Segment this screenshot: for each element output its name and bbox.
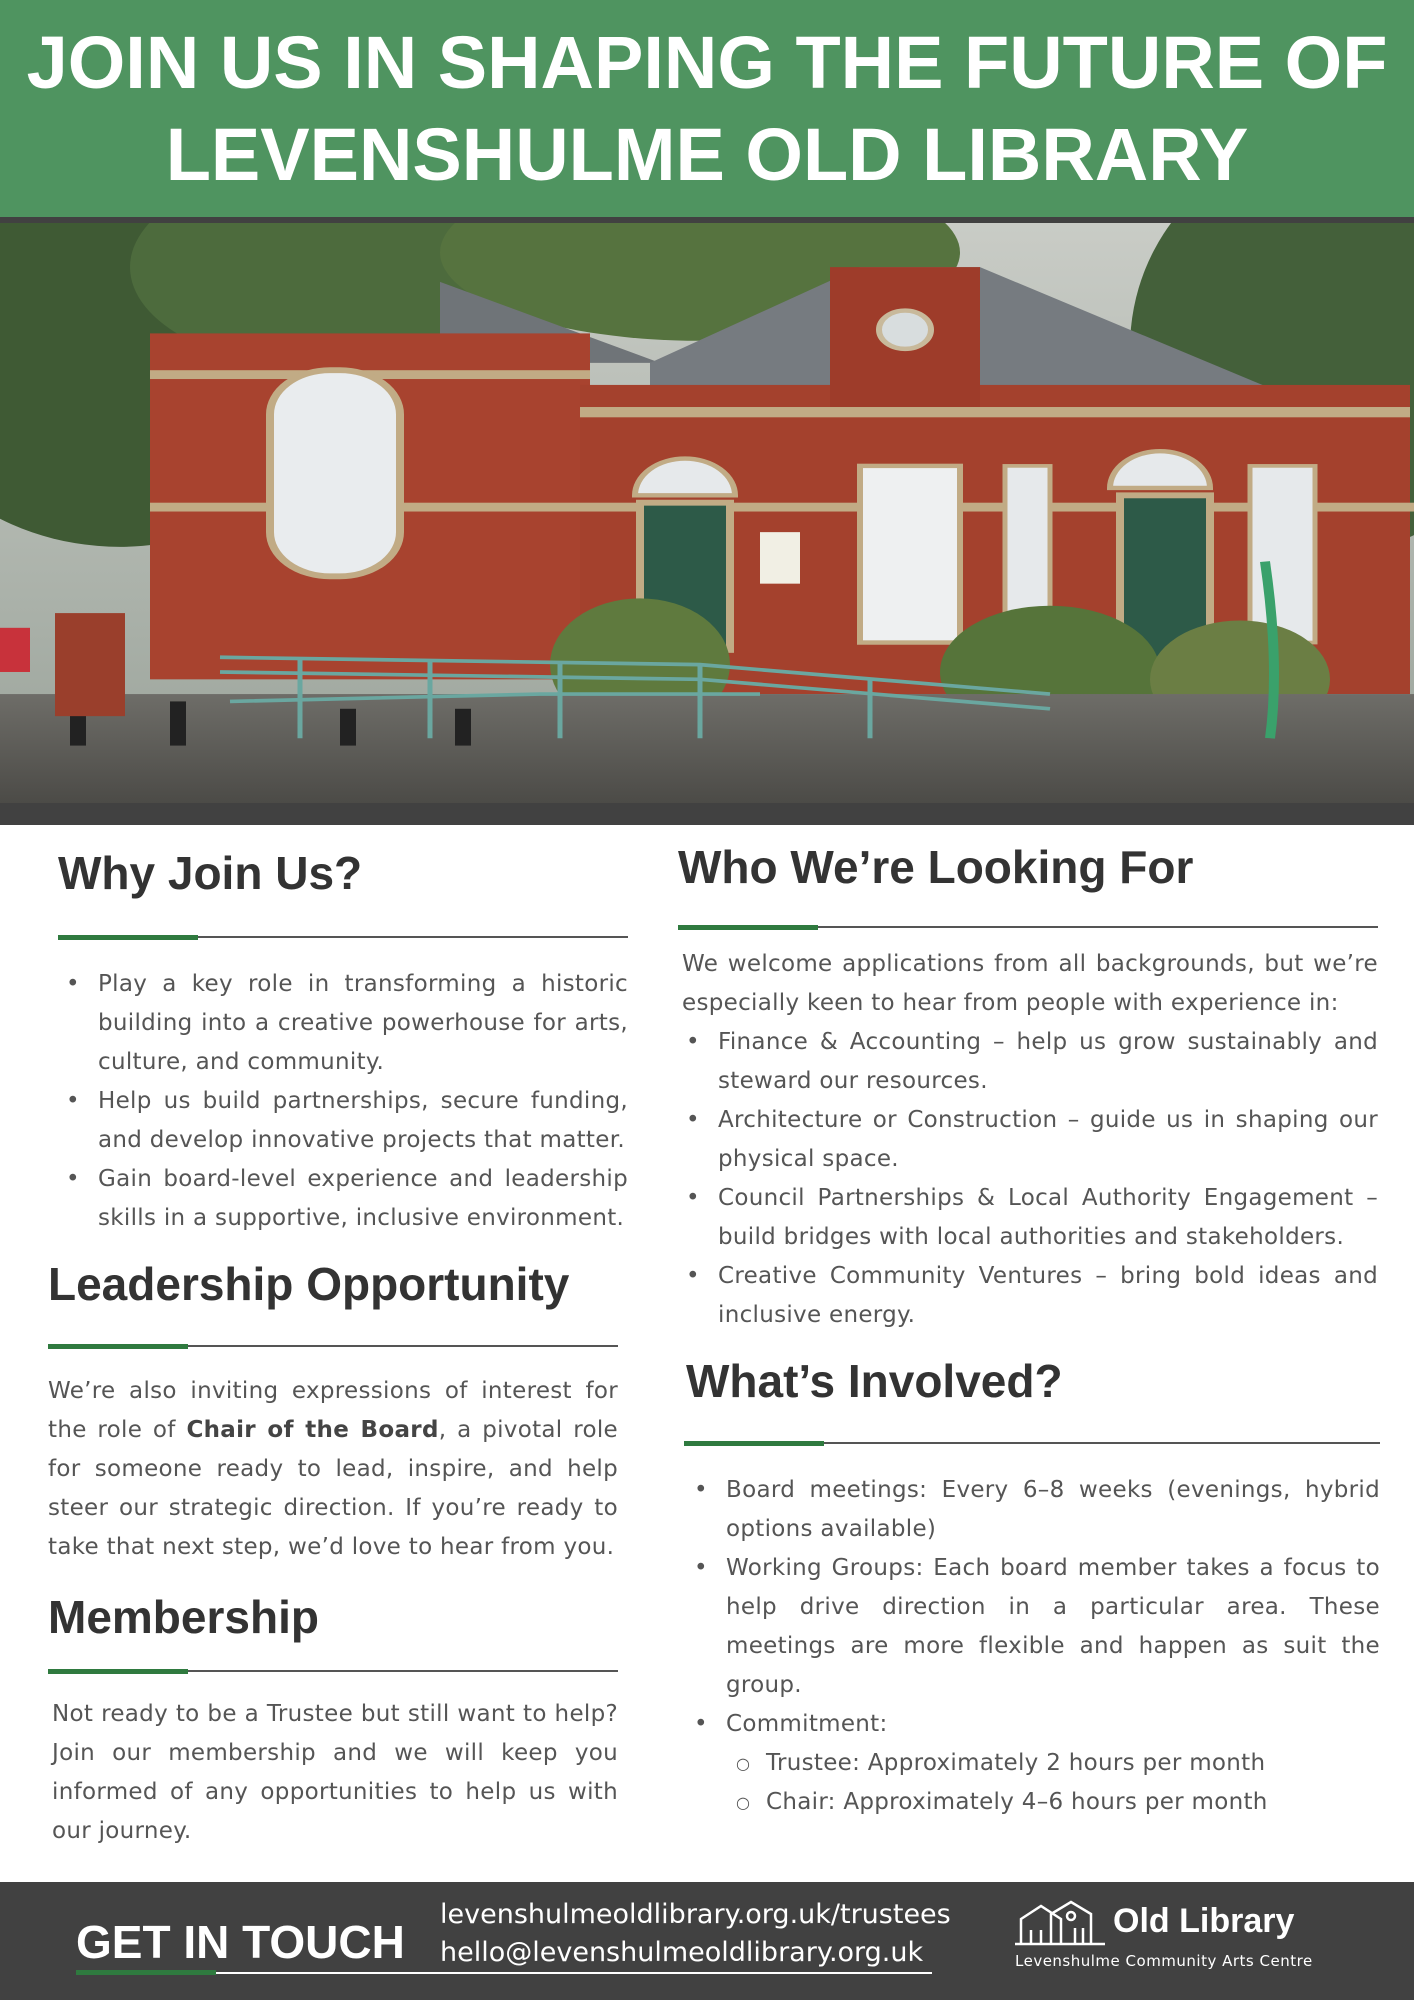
- list-item: • Play a key role in transforming a historic building into a creative powerhouse for arts, culture, and community.: [58, 965, 628, 1082]
- list-item: ○ Chair: Approximately 4–6 hours per month: [726, 1783, 1380, 1822]
- logo-subtitle: Levenshulme Community Arts Centre: [1015, 1952, 1313, 1970]
- list-item: [686, 1705, 1380, 1822]
- involved-heading: What’s Involved?: [686, 1355, 1063, 1407]
- membership-text: Not ready to be a Trustee but still want to help? Join our membership and we will keep you informed of any opportunities to help us with our journey.: [52, 1701, 618, 1844]
- trustees-link[interactable]: levenshulmeoldlibrary.org.uk/trustees: [440, 1899, 951, 1930]
- page-header: [0, 0, 1414, 217]
- leadership-heading: Leadership Opportunity: [48, 1258, 570, 1310]
- right-column: [678, 841, 1380, 1822]
- involved-list: [686, 1471, 1380, 1822]
- membership-section: [48, 1589, 618, 1851]
- title-line-2: LEVENSHULME OLD LIBRARY: [165, 112, 1249, 196]
- list-item: • Working Groups: Each board member takes a focus to help drive direction in a particular area. These meetings are more flexible and happen as suit the group.: [686, 1549, 1380, 1705]
- section-divider: [678, 925, 1378, 929]
- why-join-heading: Why Join Us?: [58, 847, 363, 899]
- get-in-touch-heading: GET IN TOUCH: [76, 1916, 405, 1968]
- looking-for-intro: We welcome applications from all backgrounds, but we’re especially keen to hear from people with experience in:: [682, 951, 1378, 1016]
- email-link[interactable]: hello@levenshulmeoldlibrary.org.uk: [440, 1937, 924, 1968]
- library-photo: [0, 223, 1414, 803]
- list-item: • Council Partnerships & Local Authority Engagement – build bridges with local authorities and stakeholders.: [678, 1179, 1378, 1257]
- old-library-logo: [1005, 1894, 1335, 1984]
- left-column: [48, 845, 628, 1851]
- footer-divider: [216, 1972, 932, 1974]
- contact-info: [440, 1896, 951, 1972]
- page-title: [27, 17, 1388, 201]
- leadership-text: We’re also inviting expressions of interest for the role of Chair of the Board, a pivotal role for someone ready to lead, inspire, and help steer our strategic direction. If you’re ready to take that next step, we’d love to hear from you.: [48, 1378, 619, 1560]
- list-item: • Architecture or Construction – guide us in shaping our physical space.: [678, 1101, 1378, 1179]
- title-line-1: JOIN US IN SHAPING THE FUTURE OF: [26, 20, 1388, 104]
- membership-heading: Membership: [48, 1591, 319, 1643]
- list-item: • Creative Community Ventures – bring bold ideas and inclusive energy.: [678, 1257, 1378, 1335]
- list-item: • Finance & Accounting – help us grow sustainably and steward our resources.: [678, 1023, 1378, 1101]
- photo-frame: [0, 217, 1414, 825]
- section-divider: [58, 935, 628, 939]
- leadership-section: [48, 1256, 618, 1567]
- looking-for-section: [678, 839, 1378, 1335]
- chair-of-board-text: Chair of the Board: [186, 1417, 439, 1443]
- commitment-label: Commitment:: [726, 1711, 888, 1737]
- section-divider: [684, 1441, 1380, 1445]
- logo-title: Old Library: [1113, 1902, 1295, 1940]
- list-item: ○ Trustee: Approximately 2 hours per month: [726, 1744, 1380, 1783]
- why-join-section: [48, 845, 628, 1238]
- footer-divider-accent: [76, 1970, 216, 1975]
- list-item: • Gain board-level experience and leadership skills in a supportive, inclusive environment.: [58, 1160, 628, 1238]
- list-item: • Help us build partnerships, secure funding, and develop innovative projects that matter.: [58, 1082, 628, 1160]
- section-divider: [48, 1344, 618, 1348]
- why-join-list: [58, 965, 628, 1238]
- section-divider: [48, 1669, 618, 1673]
- list-item: • Board meetings: Every 6–8 weeks (evenings, hybrid options available): [686, 1471, 1380, 1549]
- library-building-icon: [1011, 1894, 1111, 1954]
- page-footer: [0, 1882, 1414, 2000]
- involved-section: [678, 1353, 1380, 1822]
- looking-for-heading: Who We’re Looking For: [678, 841, 1194, 893]
- looking-for-list: [678, 1023, 1378, 1335]
- commitment-list: [726, 1744, 1380, 1822]
